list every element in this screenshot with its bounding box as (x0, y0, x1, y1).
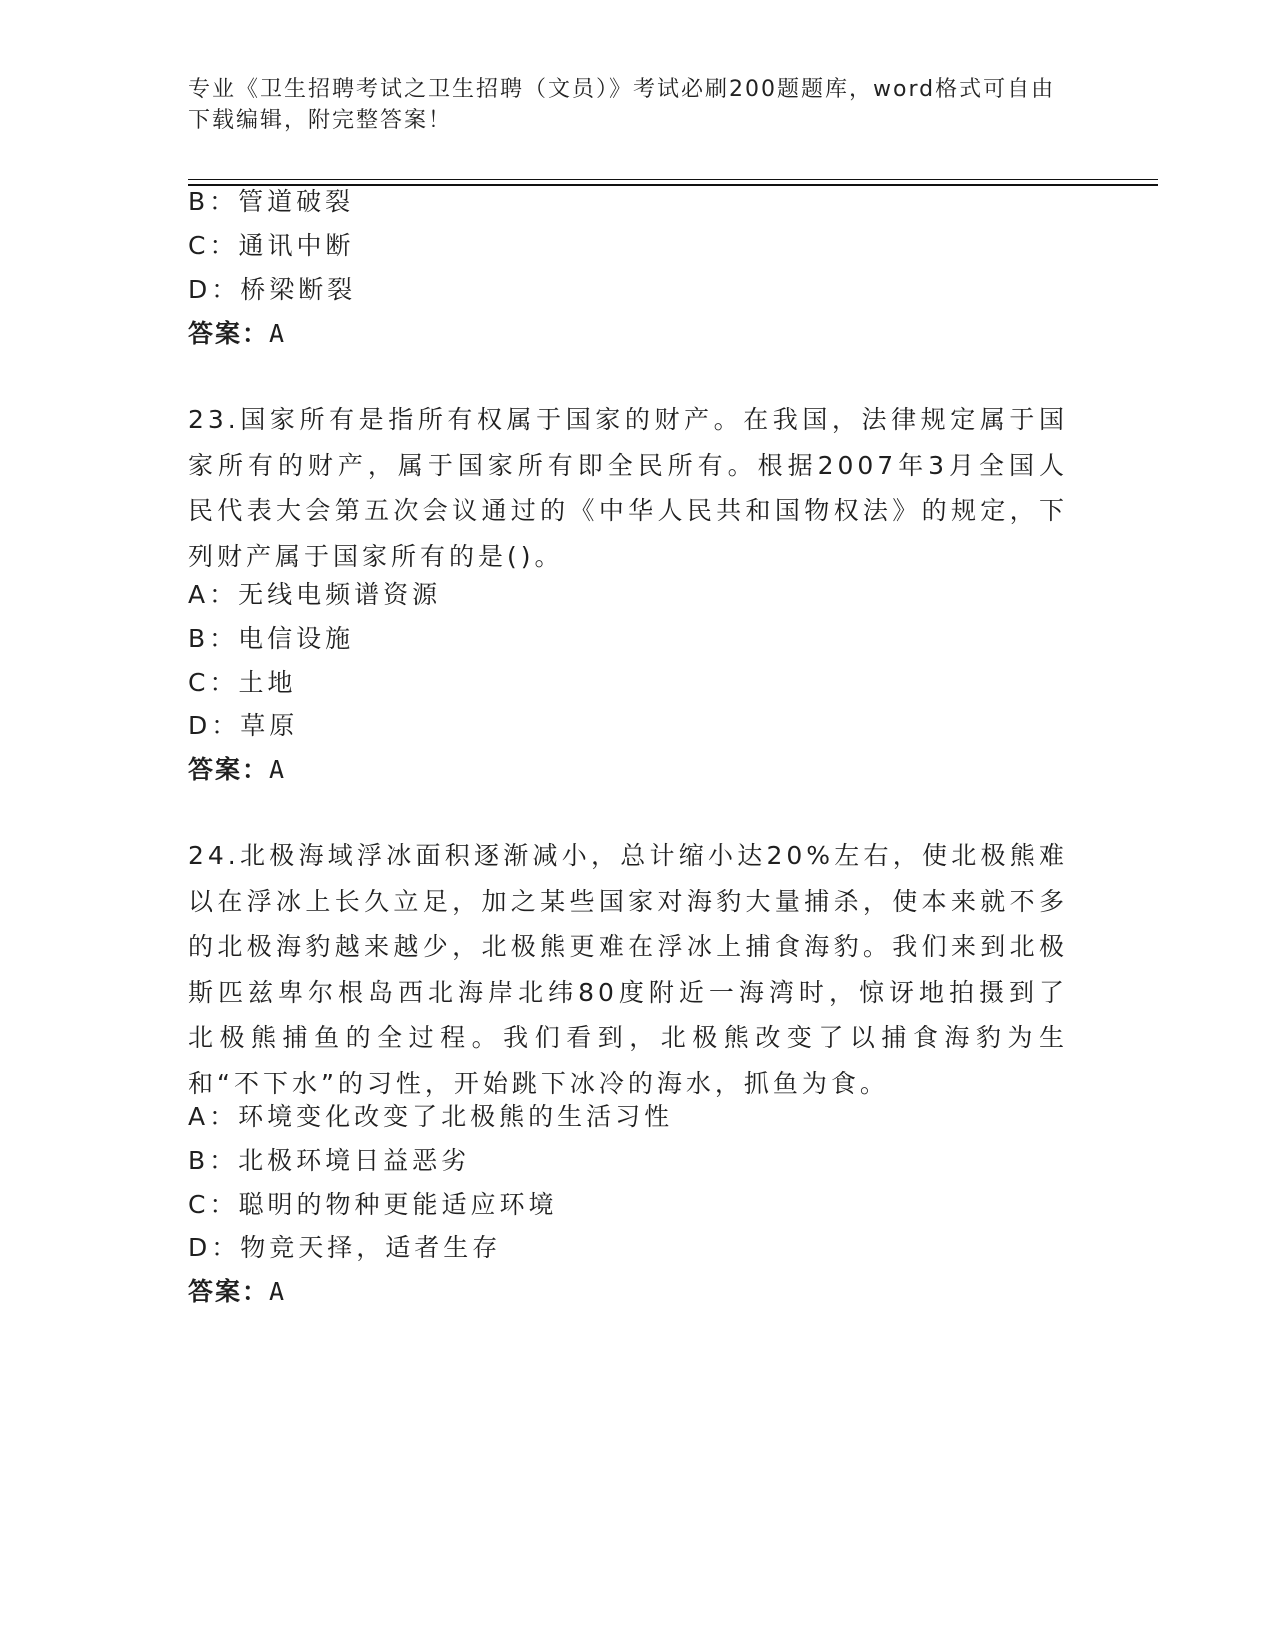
q24-stem: 24.北极海域浮冰面积逐渐减小，总计缩小达20%左右，使北极熊难以在浮冰上长久立足，加之某些国家对海豹大量捕杀，使本来就不多的北极海豹越来越少，北极熊更难在浮冰上捕食海豹。我们来到北极斯匹兹卑尔根岛西北海岸北纬80度附近一海湾时，惊讶地拍摄到了北极熊捕鱼的全过程。我们看到，北极熊改变了以捕食海豹为生和“不下水”的习性，开始跳下冰冷的海水，抓鱼为食。 (188, 841, 1068, 1098)
q23-answer-label: 答案： (188, 755, 270, 784)
header-divider-top (188, 179, 1158, 180)
q24-option-c: C：聪明的物种更能适应环境 (188, 1190, 558, 1219)
q24-option-a: A：环境变化改变了北极熊的生活习性 (188, 1102, 674, 1131)
q23-stem: 23.国家所有是指所有权属于国家的财产。在我国，法律规定属于国家所有的财产，属于国家所有即全民所有。根据2007年3月全国人民代表大会第五次会议通过的《中华人民共和国物权法》的规定，下列财产属于国家所有的是()。 (188, 405, 1068, 571)
q23-option-d: D：草原 (188, 711, 299, 740)
q23-option-a: A：无线电频谱资源 (188, 580, 442, 609)
q24-answer (188, 1277, 284, 1307)
q22-answer-label: 答案： (188, 319, 270, 348)
header-divider-bottom (188, 184, 1158, 186)
q22-option-b: B：管道破裂 (188, 187, 355, 216)
q22-answer-value: A (269, 319, 285, 348)
q22-answer (188, 319, 284, 349)
q24-option-b: B：北极环境日益恶劣 (188, 1146, 471, 1175)
page-header: 专业《卫生招聘考试之卫生招聘（文员）》考试必刷200题题库，word格式可自由下载编辑，附完整答案！ (188, 77, 1056, 133)
q22-option-c: C：通讯中断 (188, 231, 355, 260)
q24-answer-value: A (269, 1277, 285, 1306)
q24-option-d: D：物竞天择，适者生存 (188, 1233, 502, 1262)
q23-option-c: C：土地 (188, 668, 297, 697)
q24-answer-label: 答案： (188, 1277, 270, 1306)
q23-answer (188, 755, 284, 785)
q23-answer-value: A (269, 755, 285, 784)
q23-option-b: B：电信设施 (188, 624, 355, 653)
q22-option-d: D：桥梁断裂 (188, 275, 357, 304)
